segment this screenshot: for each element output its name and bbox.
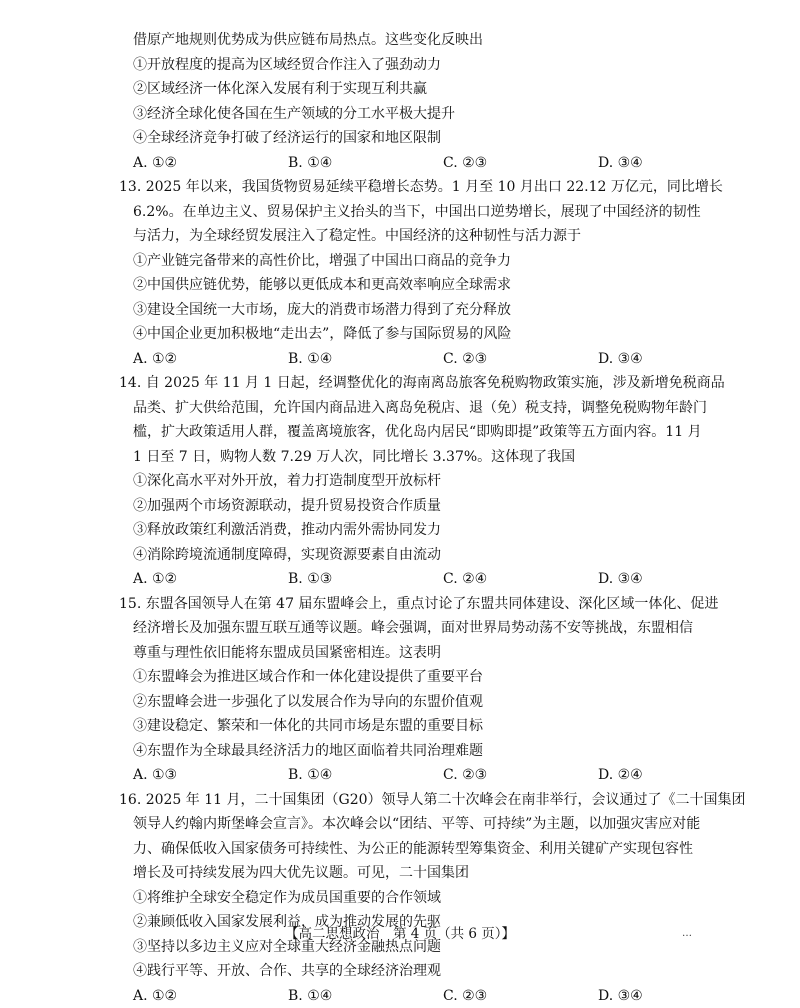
q14-option-d: D. ③④ xyxy=(598,567,643,592)
q15-option-c: C. ②③ xyxy=(443,763,598,788)
q15-option-d: D. ②④ xyxy=(598,763,643,788)
q12-options xyxy=(133,151,673,176)
q14-option-a: A. ①② xyxy=(133,567,288,592)
q15-option-b: B. ①④ xyxy=(288,763,443,788)
footer-corner-mark: … xyxy=(682,928,692,939)
q13-statement-4: ④中国企业更加积极地“走出去”，降低了参与国际贸易的风险 xyxy=(133,322,673,347)
q12-option-b: B. ①④ xyxy=(288,151,443,176)
q13-statement-2: ②中国供应链优势，能够以更低成本和更高效率响应全球需求 xyxy=(133,273,673,298)
q14-line-2: 品类、扩大供给范围，允许国内商品进入离岛免税店、退（免）税支持，调整免税购物年龄门 xyxy=(133,396,673,421)
page-footer: 【高二思想政治 第 4 页（共 6 页）】 xyxy=(0,922,800,942)
q12-statement-3: ③经济全球化使各国在生产领域的分工水平极大提升 xyxy=(133,102,673,127)
q13-option-a: A. ①② xyxy=(133,347,288,372)
page-content xyxy=(133,28,673,1008)
q15-option-a: A. ①③ xyxy=(133,763,288,788)
q13-option-c: C. ②③ xyxy=(443,347,598,372)
q12-statement-1: ①开放程度的提高为区域经贸合作注入了强劲动力 xyxy=(133,53,673,78)
q15-line-2: 经济增长及加强东盟互联互通等议题。峰会强调，面对世界局势动荡不安等挑战，东盟相信 xyxy=(133,616,673,641)
q14-line-4: 1 日至 7 日，购物人数 7.29 万人次，同比增长 3.37%。这体现了我国 xyxy=(133,445,673,470)
q14-options xyxy=(133,567,673,592)
q13-line-3: 与活力，为全球经贸发展注入了稳定性。中国经济的这种韧性与活力源于 xyxy=(133,224,673,249)
q12-option-c: C. ②③ xyxy=(443,151,598,176)
q16-line-2: 领导人约翰内斯堡峰会宣言》。本次峰会以“团结、平等、可持续”为主题，以加强灾害应对能 xyxy=(133,812,673,837)
q15-statement-3: ③建设稳定、繁荣和一体化的共同市场是东盟的重要目标 xyxy=(133,714,673,739)
q16-option-d: D. ③④ xyxy=(598,984,643,1008)
q13-options xyxy=(133,347,673,372)
q16-option-b: B. ①④ xyxy=(288,984,443,1008)
q12-statement-2: ②区域经济一体化深入发展有利于实现互利共赢 xyxy=(133,77,673,102)
q14-line-1: 14. 自 2025 年 11 月 1 日起，经调整优化的海南离岛旅客免税购物政策实施，涉及新增免税商品 xyxy=(119,371,673,396)
q12-statement-4: ④全球经济竞争打破了经济运行的国家和地区限制 xyxy=(133,126,673,151)
q16-statement-1: ①将维护全球安全稳定作为成员国重要的合作领域 xyxy=(133,886,673,911)
q14-option-b: B. ①③ xyxy=(288,567,443,592)
q14-statement-4: ④消除跨境流通制度障碍，实现资源要素自由流动 xyxy=(133,543,673,568)
q16-statement-2: ②兼顾低收入国家发展利益，成为推动发展的先驱 xyxy=(133,910,673,935)
q13-option-b: B. ①④ xyxy=(288,347,443,372)
q12-option-a: A. ①② xyxy=(133,151,288,176)
q15-options xyxy=(133,763,673,788)
q13-line-2: 6.2%。在单边主义、贸易保护主义抬头的当下，中国出口逆势增长，展现了中国经济的韧性 xyxy=(133,200,673,225)
q16-line-3: 力、确保低收入国家债务可持续性、为公正的能源转型筹集资金、利用关键矿产实现包容性 xyxy=(133,837,673,862)
q16-line-1: 16. 2025 年 11 月，二十国集团（G20）领导人第二十次峰会在南非举行，会议通过了《二十国集团 xyxy=(119,788,673,813)
q12-line-1: 借原产地规则优势成为供应链布局热点。这些变化反映出 xyxy=(133,28,673,53)
q15-statement-1: ①东盟峰会为推进区域合作和一体化建设提供了重要平台 xyxy=(133,665,673,690)
q13-statement-1: ①产业链完备带来的高性价比，增强了中国出口商品的竞争力 xyxy=(133,249,673,274)
q16-line-4: 增长及可持续发展为四大优先议题。可见，二十国集团 xyxy=(133,861,673,886)
q15-statement-2: ②东盟峰会进一步强化了以发展合作为导向的东盟价值观 xyxy=(133,690,673,715)
q16-statement-3: ③坚持以多边主义应对全球重大经济金融热点问题 xyxy=(133,935,673,960)
q14-statement-1: ①深化高水平对外开放，着力打造制度型开放标杆 xyxy=(133,469,673,494)
q16-options xyxy=(133,984,673,1008)
q14-statement-2: ②加强两个市场资源联动，提升贸易投资合作质量 xyxy=(133,494,673,519)
q15-statement-4: ④东盟作为全球最具经济活力的地区面临着共同治理难题 xyxy=(133,739,673,764)
q12-option-d: D. ③④ xyxy=(598,151,643,176)
q13-option-d: D. ③④ xyxy=(598,347,643,372)
q16-option-a: A. ①② xyxy=(133,984,288,1008)
q13-statement-3: ③建设全国统一大市场，庞大的消费市场潜力得到了充分释放 xyxy=(133,298,673,323)
q14-option-c: C. ②④ xyxy=(443,567,598,592)
q14-line-3: 槛，扩大政策适用人群，覆盖离境旅客，优化岛内居民“即购即提”政策等五方面内容。11 月 xyxy=(133,420,673,445)
q14-statement-3: ③释放政策红利激活消费，推动内需外需协同发力 xyxy=(133,518,673,543)
q15-line-3: 尊重与理性依旧能将东盟成员国紧密相连。这表明 xyxy=(133,641,673,666)
q16-statement-4: ④践行平等、开放、合作、共享的全球经济治理观 xyxy=(133,959,673,984)
q16-option-c: C. ②③ xyxy=(443,984,598,1008)
q13-line-1: 13. 2025 年以来，我国货物贸易延续平稳增长态势。1 月至 10 月出口 22.12 万亿元，同比增长 xyxy=(119,175,673,200)
q15-line-1: 15. 东盟各国领导人在第 47 届东盟峰会上，重点讨论了东盟共同体建设、深化区域一体化、促进 xyxy=(119,592,673,617)
